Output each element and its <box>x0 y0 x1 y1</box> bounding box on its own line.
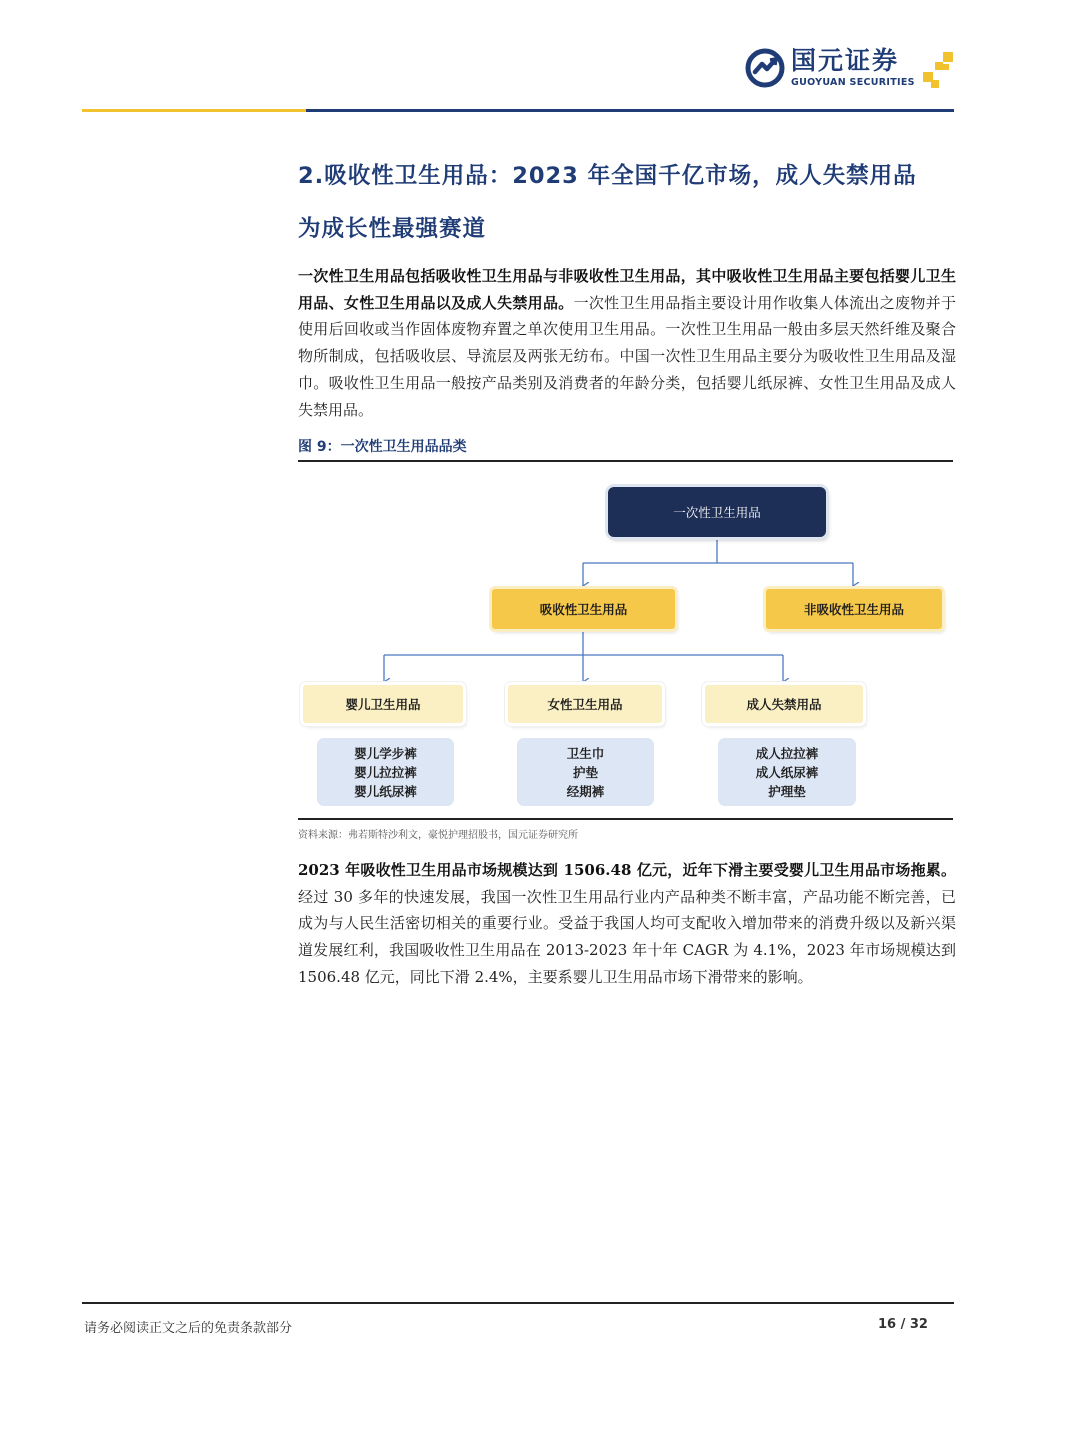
tree-node-absorbent: 吸收性卫生用品 <box>492 589 675 629</box>
leaf-item: 护垫 <box>572 764 598 780</box>
section-heading-line1: 2.吸收性卫生用品：2023 年全国千亿市场，成人失禁用品 <box>298 163 917 189</box>
tree-root-disposable-hygiene: 一次性卫生用品 <box>608 487 826 537</box>
tree-leaf-adult-items <box>718 738 856 806</box>
leaf-item: 婴儿学步裤 <box>354 745 417 761</box>
leaf-item: 婴儿拉拉裤 <box>354 764 417 780</box>
footer-rule <box>82 1302 954 1304</box>
leaf-item: 成人纸尿裤 <box>755 764 819 780</box>
logo-text-en: GUOYUAN SECURITIES <box>791 77 915 88</box>
figure-rule-bottom <box>298 818 953 820</box>
paragraph-2-lead: 2023 年吸收性卫生用品市场规模达到 1506.48 亿元，近年下滑主要受婴儿卫生用品市场拖累。 <box>298 861 956 879</box>
leaf-item: 护理垫 <box>768 783 806 799</box>
tree-node-adult: 成人失禁用品 <box>705 685 863 723</box>
paragraph-1-lead: 一次性卫生用品包括吸收性卫生用品与非吸收性卫生用品，其中吸收性卫生用品主要包括婴儿卫生用品、女性卫生用品以及成人失禁用品。 <box>298 267 956 312</box>
logo-text-cn: 国元证券 <box>791 46 900 75</box>
leaf-item: 卫生巾 <box>566 745 605 761</box>
paragraph-2-body: 经过 30 多年的快速发展，我国一次性卫生用品行业内产品种类不断丰富，产品功能不断完善，已成为与人民生活密切相关的重要行业。受益于我国人均可支配收入增加带来的消费升级以及新兴渠道发展红利，我国吸收性卫生用品在 2013-2023 年十年 CAGR 为 4.1%，2023 年市场规模达到 1506.48 亿元，同比下滑 2.4%，主要系婴儿卫生用品市场下滑带来的影响。 <box>298 887 956 986</box>
leaf-item: 经期裤 <box>566 783 605 799</box>
paragraph-2 <box>298 857 956 991</box>
leaf-item: 成人拉拉裤 <box>755 745 819 761</box>
tree-node-female: 女性卫生用品 <box>508 685 662 723</box>
leaf-item: 婴儿纸尿裤 <box>354 783 417 799</box>
tree-node-baby: 婴儿卫生用品 <box>303 685 463 723</box>
tree-node-non-absorbent: 非吸收性卫生用品 <box>766 589 942 629</box>
paragraph-1-body: 一次性卫生用品指主要设计用作收集人体流出之废物并于使用后回收或当作固体废物弃置之单次使用卫生用品。一次性卫生用品一般由多层天然纤维及聚合物所制成，包括吸收层、导流层及两张无纺布。中国一次性卫生用品主要分为吸收性卫生用品及湿巾。吸收性卫生用品一般按产品类别及消费者的年龄分类，包括婴儿纸尿裤、女性卫生用品及成人失禁用品。 <box>298 293 956 419</box>
footer-disclaimer: 请务必阅读正文之后的免责条款部分 <box>84 1321 293 1336</box>
tree-leaf-baby-items <box>317 738 454 806</box>
section-heading-line2: 为成长性最强赛道 <box>298 216 487 242</box>
tree-leaf-female-items <box>517 738 654 806</box>
page-number: 16 / 32 <box>878 1317 928 1332</box>
figure-source: 资料来源：弗若斯特沙利文，豪悦护理招股书，国元证券研究所 <box>298 830 578 841</box>
figure-title: 图 9：一次性卫生用品品类 <box>298 439 467 455</box>
